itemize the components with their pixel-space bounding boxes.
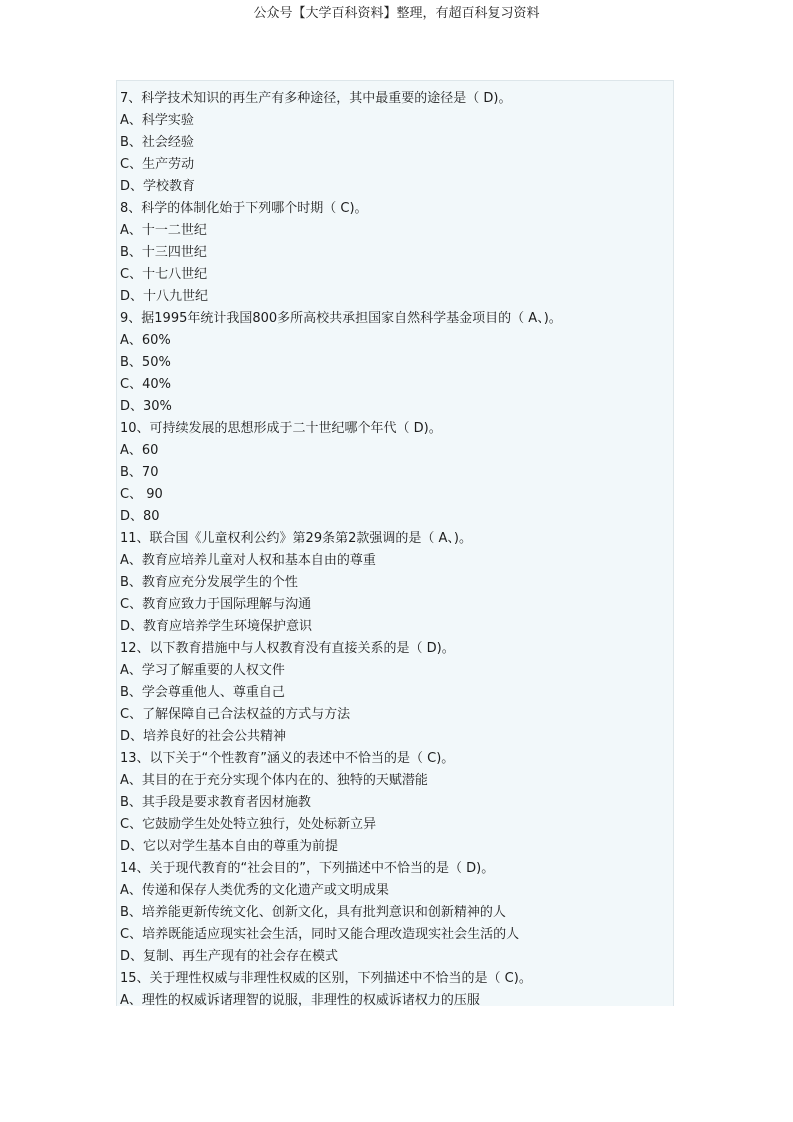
option-c: C、 90: [120, 487, 163, 502]
option-d: D、教育应培养学生环境保护意识: [120, 619, 313, 634]
option-b: B、70: [120, 465, 159, 480]
option-a: A、其目的在于充分实现个体内在的、独特的天赋潜能: [120, 773, 428, 788]
option-a: A、60%: [120, 333, 171, 348]
option-b: B、十三四世纪: [120, 245, 207, 260]
option-b: B、学会尊重他人、尊重自己: [120, 685, 285, 700]
question-7: 7、科学技术知识的再生产有多种途径，其中最重要的途径是（ D)。: [120, 91, 512, 106]
option-c: C、十七八世纪: [120, 267, 208, 282]
option-b: B、50%: [120, 355, 171, 370]
page-header: 公众号【大学百科资料】整理，有超百科复习资料: [253, 6, 540, 21]
question-14: 14、关于现代教育的“社会目的”，下列描述中不恰当的是（ D)。: [120, 861, 495, 876]
question-10: 10、可持续发展的思想形成于二十世纪哪个年代（ D)。: [120, 421, 442, 436]
option-b: B、培养能更新传统文化、创新文化，具有批判意识和创新精神的人: [120, 905, 506, 920]
option-d: D、复制、再生产现有的社会存在模式: [120, 949, 339, 964]
option-a: A、传递和保存人类优秀的文化遗产或文明成果: [120, 883, 389, 898]
option-c: C、生产劳动: [120, 157, 195, 172]
option-a: A、科学实验: [120, 113, 194, 128]
question-15: 15、关于理性权威与非理性权威的区别，下列描述中不恰当的是（ C)。: [120, 971, 532, 986]
option-d: D、80: [120, 509, 160, 524]
option-a: A、理性的权威诉诸理智的说服，非理性的权威诉诸权力的压服: [120, 993, 480, 1008]
question-8: 8、科学的体制化始于下列哪个时期（ C)。: [120, 201, 368, 216]
option-d: D、学校教育: [120, 179, 196, 194]
option-c: C、教育应致力于国际理解与沟通: [120, 597, 312, 612]
option-c: C、40%: [120, 377, 171, 392]
question-9: 9、据1995年统计我国800多所高校共承担国家自然科学基金项目的（ A、)。: [120, 311, 562, 326]
option-c: C、它鼓励学生处处特立独行，处处标新立异: [120, 817, 377, 832]
question-13: 13、以下关于“个性教育”涵义的表述中不恰当的是（ C)。: [120, 751, 455, 766]
option-d: D、培养良好的社会公共精神: [120, 729, 287, 744]
option-a: A、十一二世纪: [120, 223, 207, 238]
question-12: 12、以下教育措施中与人权教育没有直接关系的是（ D)。: [120, 641, 455, 656]
question-content: [116, 80, 674, 1006]
option-a: A、60: [120, 443, 159, 458]
option-b: B、教育应充分发展学生的个性: [120, 575, 298, 590]
option-c: C、了解保障自己合法权益的方式与方法: [120, 707, 351, 722]
option-b: B、其手段是要求教育者因材施教: [120, 795, 311, 810]
option-a: A、学习了解重要的人权文件: [120, 663, 285, 678]
option-d: D、30%: [120, 399, 172, 414]
question-11: 11、联合国《儿童权利公约》第29条第2款强调的是（ A、)。: [120, 531, 472, 546]
option-b: B、社会经验: [120, 135, 194, 150]
option-d: D、它以对学生基本自由的尊重为前提: [120, 839, 339, 854]
option-a: A、教育应培养儿童对人权和基本自由的尊重: [120, 553, 376, 568]
option-c: C、培养既能适应现实社会生活，同时又能合理改造现实社会生活的人: [120, 927, 520, 942]
option-d: D、十八九世纪: [120, 289, 209, 304]
